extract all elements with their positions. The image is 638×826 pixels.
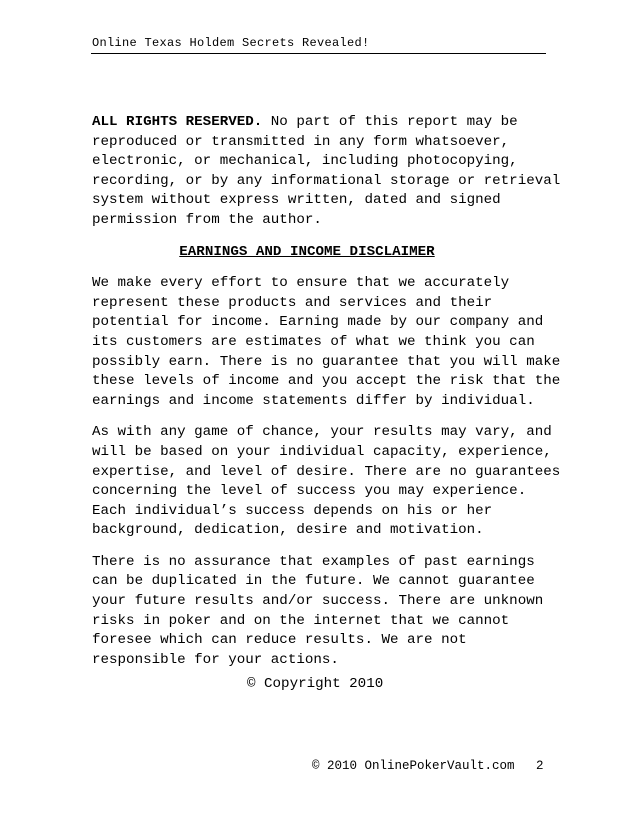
- disclaimer-heading: EARNINGS AND INCOME DISCLAIMER: [179, 243, 435, 260]
- header-rule: [91, 53, 546, 54]
- body-text: [92, 113, 562, 682]
- disclaimer-paragraph-2: As with any game of chance, your results may vary, and will be based on your individual capacity, experience, expertise, and level of desire. There are no guarantees concerning the level of success you may experience. Each individual’s success depends on his or her background, dedication, desire and motivation.: [92, 424, 561, 539]
- page-number: 2: [536, 759, 544, 773]
- disclaimer-paragraph-1: We make every effort to ensure that we accurately represent these products and services and their potential for income. Earning made by our company and its customers are estimates of what we think you can possibly earn. There is no guarantee that you will make these levels of income and you accept the risk that the earnings and income statements differ by individual.: [92, 275, 561, 409]
- footer-text: © 2010 OnlinePokerVault.com: [312, 759, 515, 773]
- copyright-notice: © Copyright 2010: [247, 676, 384, 692]
- rights-lead: ALL RIGHTS RESERVED.: [92, 114, 263, 130]
- disclaimer-paragraph-3: There is no assurance that examples of past earnings can be duplicated in the future. We cannot guarantee your future results and/or success. There are unknown risks in poker and on the internet that we cannot foresee which can reduce results. We are not responsible for your actions.: [92, 553, 544, 668]
- rights-text: No part of this report may be reproduced or transmitted in any form whatsoever, electronic, or mechanical, including photocopying, recording, or by any informational storage or retrieval system without express written, dated and signed permission from the author.: [92, 114, 561, 228]
- rights-paragraph: [92, 113, 562, 231]
- running-header: Online Texas Holdem Secrets Revealed!: [92, 36, 370, 50]
